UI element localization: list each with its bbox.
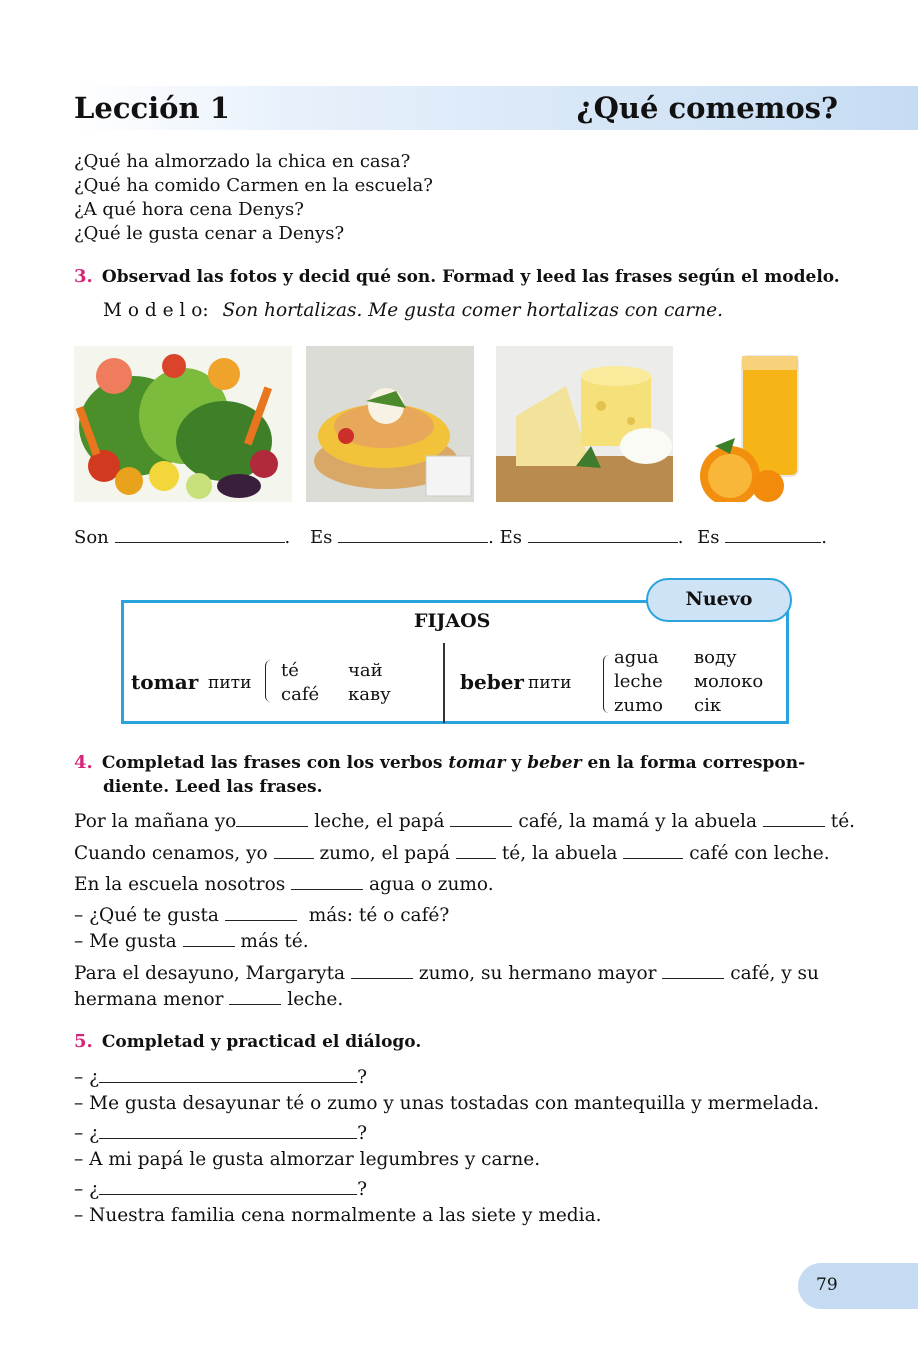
ex4-line-4 <box>74 903 449 929</box>
vocab-item-kavu: каву <box>348 684 391 705</box>
question-2: ¿Qué ha comido Carmen en la escuela? <box>74 175 433 196</box>
model-line <box>103 298 723 324</box>
exercise-5-instruction <box>74 1030 421 1054</box>
sandwich-photo <box>306 346 474 502</box>
instruction-part-b: en la forma correspon- <box>581 753 806 773</box>
brace-right <box>603 655 610 713</box>
text: Por la mañana yo <box>74 811 237 832</box>
tomar-items-uk <box>348 659 391 707</box>
lesson-topic: ¿Qué comemos? <box>576 91 838 125</box>
beber-items-es <box>614 646 663 718</box>
ex4-line-3 <box>74 872 494 898</box>
blank-label-2: Es <box>309 527 333 548</box>
vocab-divider <box>443 643 445 723</box>
blank-label-3: Es <box>499 527 522 548</box>
answer-blank[interactable] <box>225 904 297 921</box>
answer-blank[interactable] <box>662 962 724 979</box>
text: – ¿ <box>74 1179 100 1200</box>
dialog-answer-1: – Me gusta desayunar té o zumo y unas tostadas con mantequilla y mermelada. <box>74 1093 820 1114</box>
text: – ¿ <box>74 1067 100 1088</box>
vocab-item-moloko: молоко <box>694 671 764 692</box>
answer-blank[interactable] <box>183 930 235 947</box>
text: café con leche. <box>689 843 830 864</box>
text: hermana menor <box>74 989 224 1010</box>
text: Para el desayuno, Margaryta <box>74 963 346 984</box>
text: zumo, el papá <box>319 843 451 864</box>
verb-tomar: tomar <box>131 670 199 694</box>
brace-left <box>265 660 272 702</box>
vocab-title: FIJAOS <box>414 610 491 632</box>
nuevo-badge: Nuevo <box>646 578 792 622</box>
answer-blank[interactable] <box>291 873 363 890</box>
blank-punct-3: . <box>677 527 684 548</box>
text: té. <box>830 811 856 832</box>
question-blank[interactable] <box>99 1178 357 1195</box>
vocab-item-te: té <box>281 660 299 681</box>
dialog-answer-2: – A mi papá le gusta almorzar legumbres y carne. <box>74 1149 541 1170</box>
text: café, y su <box>730 963 819 984</box>
answer-blank-1[interactable] <box>115 526 285 543</box>
blank-label-1: Son <box>74 527 109 548</box>
vocab-item-chai: чай <box>348 660 383 681</box>
text: ? <box>357 1067 367 1088</box>
ex4-line-5 <box>74 929 309 955</box>
vocab-item-sik: сік <box>694 695 722 716</box>
vegetables-photo <box>74 346 292 502</box>
model-text: Son hortalizas. Me gusta comer hortalizas con carne. <box>222 300 723 321</box>
answer-blank[interactable] <box>229 988 281 1005</box>
exercise-number: 3. <box>74 266 93 287</box>
question-blank[interactable] <box>99 1122 357 1139</box>
question-4: ¿Qué le gusta cenar a Denys? <box>74 223 345 244</box>
text: En la escuela nosotros <box>74 874 286 895</box>
text: té, la abuela <box>501 843 618 864</box>
answer-blank[interactable] <box>236 810 308 827</box>
text: – ¿ <box>74 1123 100 1144</box>
ex4-line-6 <box>74 961 819 987</box>
text: más: té o café? <box>308 905 450 926</box>
text: más té. <box>240 931 309 952</box>
answer-blank[interactable] <box>456 842 496 859</box>
verb-beber-translation: пити <box>528 673 572 693</box>
answer-blank-2[interactable] <box>338 526 488 543</box>
answer-blank[interactable] <box>450 810 512 827</box>
cheese-photo <box>496 346 673 502</box>
blank-punct-2: . <box>488 527 494 548</box>
ex4-line-1 <box>74 809 855 835</box>
text: Cuando cenamos, yo <box>74 843 268 864</box>
answer-blank[interactable] <box>274 842 314 859</box>
exercise-3-instruction <box>74 265 840 289</box>
dialog-question-1 <box>74 1065 367 1091</box>
vocab-item-vodu: воду <box>694 647 737 668</box>
tomar-items-es <box>281 659 319 707</box>
text: – ¿Qué te gusta <box>74 905 219 926</box>
text: leche, el papá <box>314 811 445 832</box>
instruction-text: Observad las fotos y decid qué son. Formad y leed las frases según el modelo. <box>101 267 840 287</box>
dialog-answer-3: – Nuestra familia cena normalmente a las siete y media. <box>74 1205 602 1226</box>
instruction-part-a: Completad las frases con los verbos <box>101 753 449 773</box>
text: agua o zumo. <box>369 874 494 895</box>
verb-tomar-translation: пити <box>208 673 252 693</box>
text: leche. <box>287 989 344 1010</box>
blank-punct-1: . <box>284 527 291 548</box>
text: ? <box>357 1179 367 1200</box>
vocab-item-agua: agua <box>614 647 659 668</box>
verb-tomar-ref: tomar <box>448 753 506 773</box>
answer-blank[interactable] <box>763 810 825 827</box>
exercise-3-blanks <box>74 525 827 551</box>
text: zumo, su hermano mayor <box>418 963 657 984</box>
exercise-number: 4. <box>74 752 93 773</box>
answer-blank[interactable] <box>351 962 413 979</box>
lesson-title: Lección 1 <box>74 91 230 125</box>
instruction-part-c: diente. Leed las frases. <box>103 777 323 797</box>
dialog-question-2 <box>74 1121 367 1147</box>
text: café, la mamá y la abuela <box>518 811 757 832</box>
answer-blank[interactable] <box>623 842 683 859</box>
model-label: M o d e l o: <box>103 300 209 321</box>
blank-label-4: Es <box>697 527 720 548</box>
instruction-text: Completad y practicad el diálogo. <box>101 1032 422 1052</box>
dialog-question-3 <box>74 1177 367 1203</box>
blank-punct-4: . <box>821 527 828 548</box>
question-blank[interactable] <box>99 1066 357 1083</box>
text: – Me gusta <box>74 931 177 952</box>
answer-blank-3[interactable] <box>528 526 678 543</box>
verb-beber: beber <box>460 670 524 694</box>
ex4-line-2 <box>74 841 830 867</box>
vocab-item-zumo: zumo <box>614 695 663 716</box>
vocab-item-leche: leche <box>614 671 663 692</box>
text: ? <box>357 1123 367 1144</box>
question-1: ¿Qué ha almorzado la chica en casa? <box>74 151 411 172</box>
orange-juice-photo <box>690 346 820 502</box>
beber-items-uk <box>694 646 763 718</box>
vocab-item-cafe: café <box>281 684 320 705</box>
exercise-4-instruction <box>74 751 840 775</box>
verb-beber-ref: beber <box>527 753 582 773</box>
page-number: 79 <box>816 1275 838 1295</box>
exercise-number: 5. <box>74 1031 93 1052</box>
answer-blank-4[interactable] <box>725 526 821 543</box>
instruction-y: y <box>505 753 528 773</box>
question-3: ¿A qué hora cena Denys? <box>74 199 304 220</box>
ex4-line-7 <box>74 987 343 1013</box>
